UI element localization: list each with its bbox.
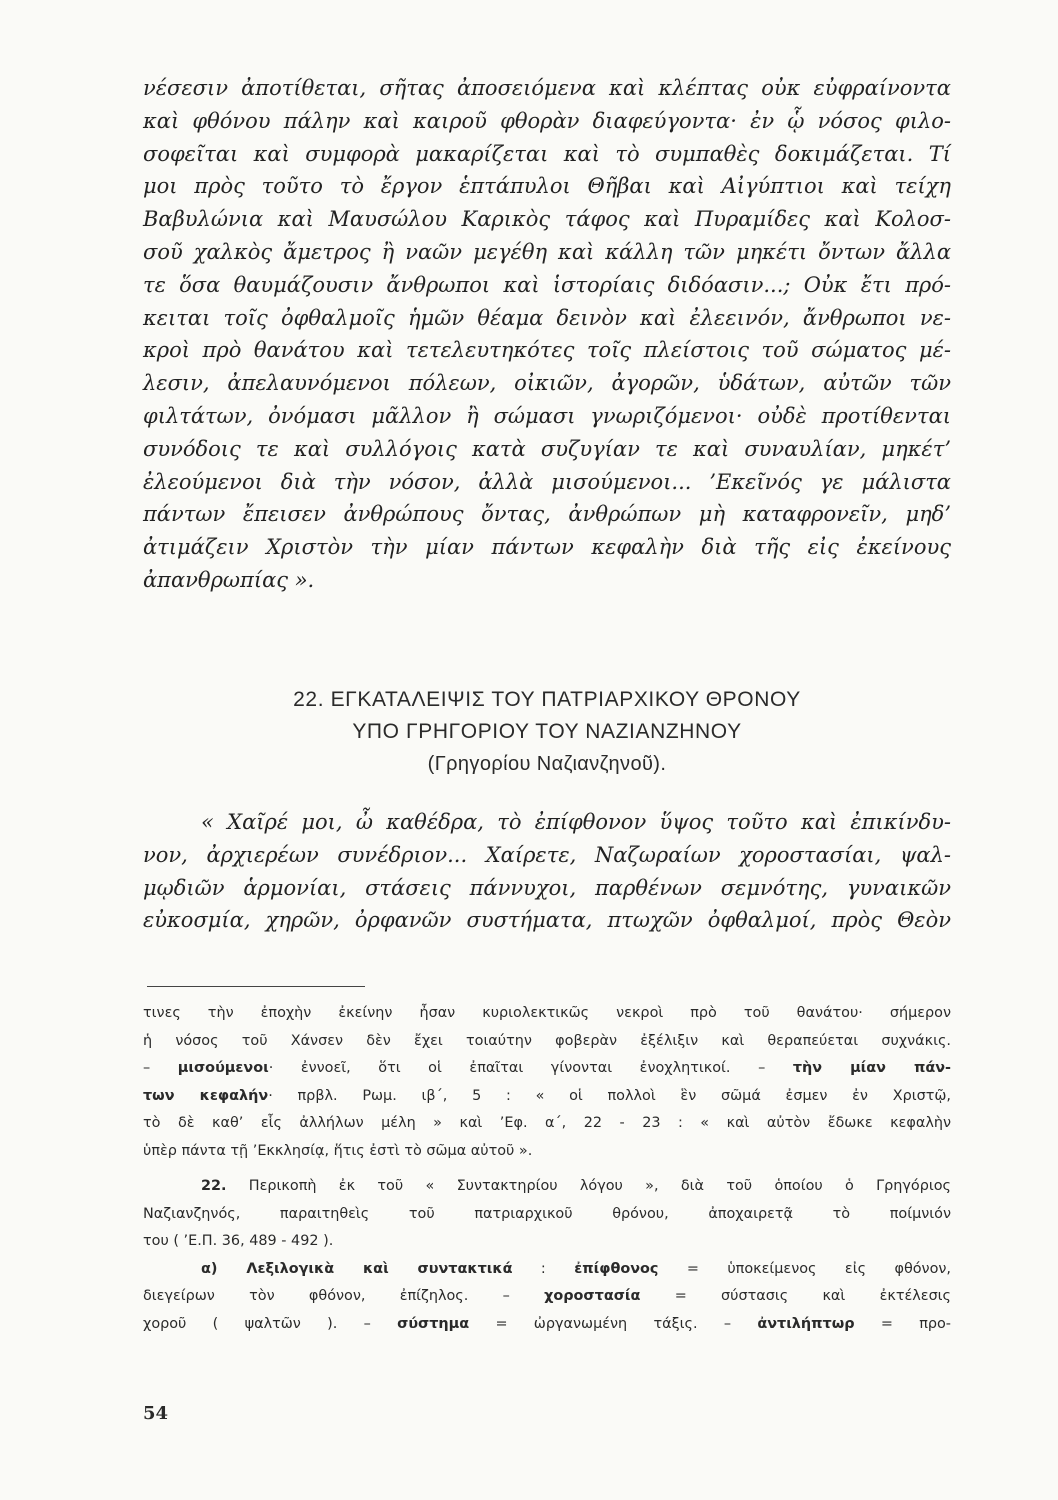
quote-line: μῳδιῶν ἁρμονίαι, στάσεις πάννυχοι, παρθένων σεμνότης, γυναικῶν xyxy=(143,875,951,900)
footnote-text: = σύστασις καὶ ἐκτέλεσις xyxy=(640,1288,951,1304)
text-line: πάντων ἔπεισεν ἀνθρώπους ὄντας, ἀνθρώπων μὴ καταφρονεῖν, μηδ’ xyxy=(143,502,951,527)
footnote-line: Ναζιανζηνός, παραιτηθεὶς τοῦ πατριαρχικοῦ θρόνου, ἀποχαιρετᾷ τὸ ποίμνιόν xyxy=(143,1205,951,1222)
text-line: λεσιν, ἀπελαυνόμενοι πόλεων, οἰκιῶν, ἀγορῶν, ὑδάτων, αὐτῶν τῶν xyxy=(143,371,951,396)
text-line: ἀπανθρωπίας ». xyxy=(143,567,315,592)
footnote-term: τὴν μίαν πάν- xyxy=(792,1060,952,1076)
section-title-line-1 xyxy=(143,684,951,716)
footnote-line xyxy=(143,1055,951,1083)
footnote-term: ἀντιλήπτωρ xyxy=(757,1315,855,1332)
footnotes-block xyxy=(143,1000,951,1338)
footnote-text: Περικοπὴ ἐκ τοῦ « Συντακτηρίου λόγου », διὰ τοῦ ὁποίου ὁ Γρηγόριος xyxy=(226,1178,951,1194)
section-number: 22. xyxy=(293,688,325,711)
quote-line: νον, ἀρχιερέων συνέδριον... Χαίρετε, Ναζωραίων χοροστασίαι, ψαλ- xyxy=(143,842,951,867)
text-line: συνόδοις τε καὶ συλλόγοις κατὰ συζυγίαν τε καὶ συναυλίαν, μηκέτ’ xyxy=(143,436,951,461)
main-text-block xyxy=(143,72,951,597)
quote-text-block xyxy=(143,806,951,937)
footnote-line xyxy=(143,1173,951,1201)
footnote-text: = προ- xyxy=(854,1315,951,1332)
footnote-text: διεγείρων τὸν φθόνον, ἐπίζηλος. – xyxy=(143,1288,545,1304)
text-line: νέσεσιν ἀποτίθεται, σῆτας ἀποσειόμενα καὶ κλέπτας οὐκ εὐφραίνοντα xyxy=(143,76,951,100)
section-heading xyxy=(143,684,951,780)
footnote-line xyxy=(143,1256,951,1284)
page-number: 54 xyxy=(143,1403,169,1424)
footnote-line: τινες τὴν ἐποχὴν ἐκείνην ἦσαν κυριολεκτικῶς νεκροὶ πρὸ τοῦ θανάτου· σήμερον xyxy=(143,1005,951,1021)
section-title-line-2: ΥΠΟ ΓΡΗΓΟΡΙΟΥ ΤΟΥ ΝΑΖΙΑΝΖΗΝΟΥ xyxy=(352,720,742,743)
text-line: σοφεῖται καὶ συμφορὰ μακαρίζεται καὶ τὸ συμπαθὲς δοκιμάζεται. Τί xyxy=(143,141,951,166)
text-line: κειται τοῖς ὀφθαλμοῖς ἡμῶν θέαμα δεινὸν καὶ ἐλεεινόν, ἄνθρωποι νε- xyxy=(143,305,951,330)
footnote-term: των κεφαλήν xyxy=(143,1087,269,1104)
footnote-term: μισούμενοι xyxy=(177,1060,269,1076)
footnote-text: · πρβλ. Ρωμ. ιβ΄, 5 : « οἱ πολλοὶ ἓν σῶμά ἐσμεν ἐν Χριστῷ, xyxy=(268,1087,951,1104)
text-line: ἐλεούμενοι διὰ τὴν νόσον, ἀλλὰ μισούμενοι... ’Εκεῖνός γε μάλιστα xyxy=(143,469,951,494)
text-line: ἀτιμάζειν Χριστὸν τὴν μίαν πάντων κεφαλὴν διὰ τῆς εἰς ἐκείνους xyxy=(143,535,951,560)
footnote-term: χοροστασία xyxy=(544,1288,641,1304)
quote-line: εὐκοσμία, χηρῶν, ὀρφανῶν συστήματα, πτωχῶν ὀφθαλμοί, πρὸς Θεὸν xyxy=(143,908,951,933)
footnote-line xyxy=(143,1283,951,1311)
text-line: καὶ φθόνου πάλην καὶ καιροῦ φθορὰν διαφεύγοντα· ἐν ᾧ νόσος φιλο- xyxy=(143,108,951,133)
text-line: σοῦ χαλκὸς ἄμετρος ἢ ναῶν μεγέθη καὶ κάλλη τῶν μηκέτι ὄντων ἄλλα xyxy=(143,239,951,264)
footnote-term: σύστημα xyxy=(397,1315,470,1332)
text-line: κροὶ πρὸ θανάτου καὶ τετελευτηκότες τοῖς πλείστοις τοῦ σώματος μέ- xyxy=(143,338,951,363)
text-line: φιλτάτων, ὀνόμασι μᾶλλον ἢ σώμασι γνωριζόμενοι· οὐδὲ προτίθενται xyxy=(143,403,951,428)
footnote-number: 22. xyxy=(201,1178,227,1194)
section-subtitle: (Γρηγορίου Ναζιανζηνοῦ). xyxy=(427,753,667,775)
footnote-text: = ὠργανωμένη τάξις. – xyxy=(469,1315,758,1332)
footnote-text: : xyxy=(512,1260,575,1277)
footnote-line xyxy=(143,1311,951,1339)
section-title: ΕΓΚΑΤΑΛΕΙΨΙΣ ΤΟΥ ΠΑΤΡΙΑΡΧΙΚΟΥ ΘΡΟΝΟΥ xyxy=(330,688,801,711)
footnote-line: τὸ δὲ καθ’ εἷς ἀλλήλων μέλη » καὶ ’Εφ. α΄, 22 - 23 : « καὶ αὐτὸν ἔδωκε κεφαλὴν xyxy=(143,1115,951,1131)
dash: – xyxy=(143,1060,151,1076)
footnote-line: του ( ’Ε.Π. 36, 489 - 492 ). xyxy=(143,1233,334,1249)
footnote-text: · ἐννοεῖ, ὅτι οἱ ἐπαῖται γίνονται ἐνοχλητικοί. – xyxy=(268,1060,766,1076)
footnote-line xyxy=(143,1083,951,1111)
footnote-text: χοροῦ ( ψαλτῶν ). – xyxy=(143,1315,398,1332)
footnote-term: ἐπίφθονος xyxy=(574,1260,659,1277)
footnote-line: ἡ νόσος τοῦ Χάνσεν δὲν ἔχει τοιαύτην φοβερὰν ἐξέλιξιν καὶ θεραπεύεται συχνάκις. xyxy=(143,1032,951,1049)
text-line: Βαβυλώνια καὶ Μαυσώλου Καρικὸς τάφος καὶ Πυραμίδες καὶ Κολοσ- xyxy=(143,207,951,232)
footnote-divider xyxy=(147,986,365,987)
footnote-label: α) Λεξιλογικὰ καὶ συντακτικά xyxy=(201,1260,513,1277)
text-line: τε ὅσα θαυμάζουσιν ἄνθρωποι καὶ ἱστορίαις διδόασιν...; Οὐκ ἔτι πρό- xyxy=(143,272,951,297)
quote-line: « Χαῖρέ μοι, ὦ καθέδρα, τὸ ἐπίφθονον ὕψος τοῦτο καὶ ἐπικίνδυ- xyxy=(201,810,951,834)
footnote-line: ὑπὲρ πάντα τῇ ’Εκκλησίᾳ, ἥτις ἐστὶ τὸ σῶμα αὐτοῦ ». xyxy=(143,1142,533,1159)
footnote-text: = ὑποκείμενος εἰς φθόνον, xyxy=(658,1260,952,1277)
text-line: μοι πρὸς τοῦτο τὸ ἔργον ἑπτάπυλοι Θῆβαι καὶ Αἰγύπτιοι καὶ τείχη xyxy=(143,174,951,199)
